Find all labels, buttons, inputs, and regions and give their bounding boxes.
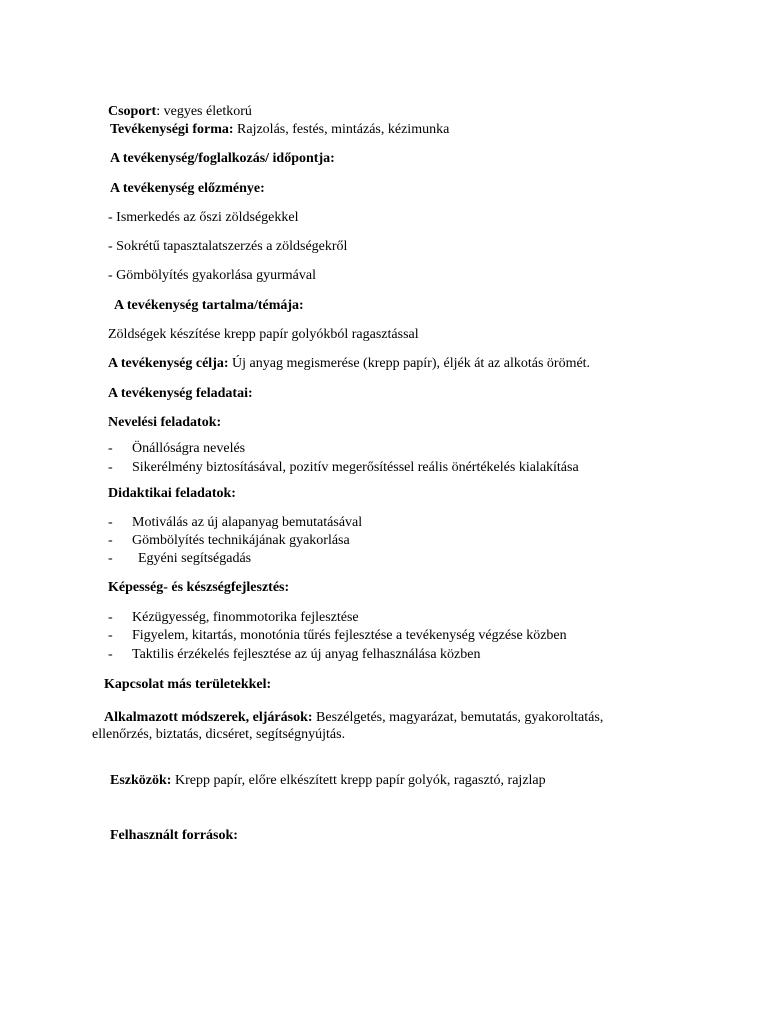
elozmeny-item-3: - Gömbölyítés gyakorlása gyurmával <box>108 268 317 283</box>
forma-line <box>110 121 449 138</box>
neveles-heading: Nevelési feladatok: <box>108 415 222 430</box>
neveles-item-1: - Önállóságra nevelés <box>108 441 246 456</box>
cel-value: Új anyag megismerése (krepp papír), éljék át az alkotás örömét. <box>228 356 591 371</box>
modszerek-label: Alkalmazott módszerek, eljárások: <box>104 710 313 725</box>
neveles-item-2: - Sikerélmény biztosításával, pozitív megerősítéssel reális önértékelés kialakítása <box>108 460 579 475</box>
eszkozok-label: Eszközök: <box>110 773 172 788</box>
elozmeny-heading: A tevékenység előzménye: <box>110 181 265 196</box>
forrasok-heading: Felhasznált források: <box>110 828 238 843</box>
elozmeny-item-1: - Ismerkedés az őszi zöldségekkel <box>108 210 299 225</box>
didaktikai-heading: Didaktikai feladatok: <box>108 486 236 501</box>
idopont-heading: A tevékenység/foglalkozás/ időpontja: <box>110 151 335 166</box>
eszkozok-line: Eszközök: Krepp papír, előre elkészített krepp papír golyók, ragasztó, rajzlap <box>110 773 546 788</box>
forma-label: Tevékenységi forma: <box>110 122 234 137</box>
didaktikai-item-2: - Gömbölyítés technikájának gyakorlása <box>108 533 350 548</box>
didaktikai-item-3: - Egyéni segítségadás <box>108 551 252 566</box>
modszerek-line-2: ellenőrzés, biztatás, dicséret, segítségnyújtás. <box>92 727 346 742</box>
kepesseg-item-3: - Taktilis érzékelés fejlesztése az új anyag felhasználása közben <box>108 647 481 662</box>
forma-value: Rajzolás, festés, mintázás, kézimunka <box>233 122 450 137</box>
tartalom-heading: A tevékenység tartalma/témája: <box>114 298 304 313</box>
cel-label: A tevékenység célja: <box>108 356 229 371</box>
kepesseg-item-2: - Figyelem, kitartás, monotónia tűrés fejlesztése a tevékenység végzése közben <box>108 628 567 643</box>
kepesseg-heading: Képesség- és készségfejlesztés: <box>108 580 290 595</box>
cel-line <box>108 355 590 372</box>
elozmeny-item-2: - Sokrétű tapasztalatszerzés a zöldségekről <box>108 239 348 254</box>
csoport-value: : vegyes életkorú <box>156 104 252 119</box>
kepesseg-item-1: - Kézügyesség, finommotorika fejlesztése <box>108 610 359 625</box>
modszerek-line-1: Alkalmazott módszerek, eljárások: Beszélgetés, magyarázat, bemutatás, gyakoroltatás, <box>104 710 604 725</box>
tartalom-value: Zöldségek készítése krepp papír golyókból ragasztással <box>108 327 419 342</box>
didaktikai-item-1: - Motiválás az új alapanyag bemutatásával <box>108 515 363 530</box>
csoport-line <box>108 103 252 120</box>
kapcsolat-heading: Kapcsolat más területekkel: <box>104 677 272 692</box>
csoport-label: Csoport <box>108 104 157 119</box>
feladatai-heading: A tevékenység feladatai: <box>108 386 253 401</box>
